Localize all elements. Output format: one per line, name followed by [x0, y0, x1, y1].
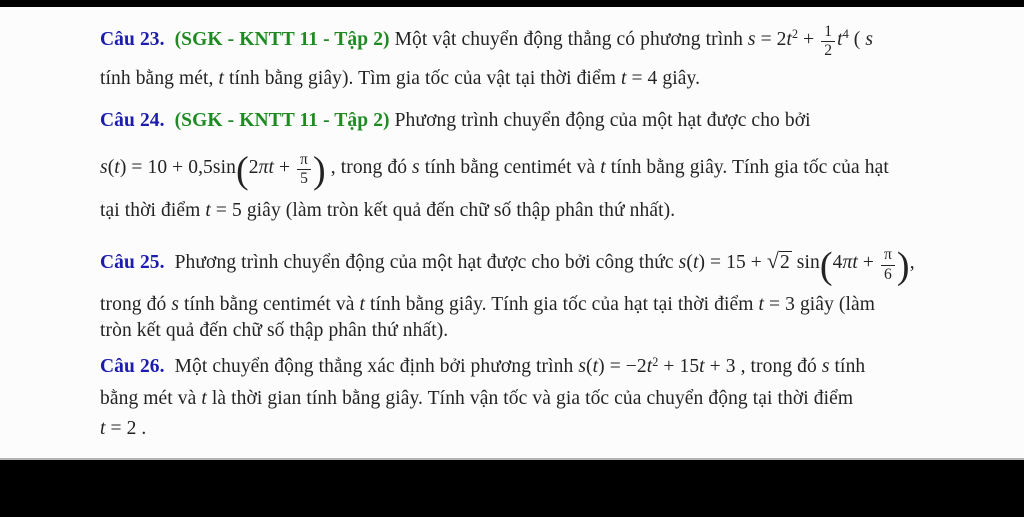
text-run: tính bằng mét, [100, 68, 219, 89]
text-run: giây (làm [794, 294, 876, 315]
fraction: $\frac{\pi}{5}$ [295, 152, 313, 188]
text-run: 2 [248, 156, 259, 178]
text-run: t [646, 356, 653, 377]
text-run: t [201, 388, 207, 409]
superscript: 2 [792, 27, 799, 42]
text-run: Phương trình chuyển động của một hạt được cho bởi công thức [164, 252, 679, 273]
text-run: = 3 [764, 294, 795, 315]
text-run: + [273, 156, 296, 178]
text-run: tròn kết quả đến chữ số thập phân thứ nhất). [100, 320, 449, 341]
text-run: , trong đó [325, 156, 413, 178]
text-run: = 2 [755, 28, 787, 50]
text-run: t [600, 156, 606, 178]
text-run: = 2 [105, 418, 137, 439]
text-line-q26-1 [100, 352, 865, 382]
text-line-q24-1 [100, 106, 811, 136]
text-run: ( [107, 156, 115, 178]
big-paren: ) [896, 244, 910, 287]
question-number: Câu 25. [100, 252, 165, 273]
text-run: πt [842, 252, 858, 273]
question-number: Câu 26. [100, 356, 165, 377]
text-run: . [136, 418, 147, 439]
text-run: πt [258, 156, 274, 178]
superscript: 2 [652, 354, 659, 369]
text-run: ) = 15 + [698, 252, 767, 273]
text-run: tính bằng giây). Tìm gia tốc của vật tại thời điểm [224, 68, 621, 89]
text-run: t [786, 28, 793, 50]
question-number: Câu 24. [100, 110, 165, 131]
text-run: Một chuyển động thẳng xác định bởi phương trình [164, 356, 579, 377]
letterbox-bottom-bar [0, 458, 1024, 517]
text-run: t [359, 294, 366, 315]
text-run: ( [848, 28, 866, 50]
text-run: , trong đó [735, 356, 822, 377]
radical: √2 [766, 249, 790, 273]
text-run: Một vật chuyển động thẳng có phương trình [389, 28, 748, 50]
text-run: tính bằng centimét và [179, 294, 360, 315]
text-run: ( [686, 252, 693, 273]
text-run: tính bằng giây. Tính gia tốc của hạt tại thời điểm [365, 294, 759, 315]
text-run: ( [586, 356, 593, 377]
text-run: + [798, 28, 820, 50]
text-line-q24-2 [100, 149, 889, 192]
text-run: s [171, 294, 180, 315]
source-tag: (SGK - KNTT 11 - Tập 2) [174, 110, 390, 131]
superscript: 4 [842, 27, 849, 42]
big-paren: ) [313, 149, 326, 192]
text-run: t [205, 200, 211, 221]
text-run: Phương trình chuyển động của một hạt được cho bởi [389, 110, 811, 131]
text-run: ) = 10 + 0,5sin [119, 156, 236, 178]
text-run: tính bằng giây. Tính gia tốc của hạt [605, 156, 889, 178]
source-tag: (SGK - KNTT 11 - Tập 2) [174, 28, 390, 50]
text-run: s [865, 28, 874, 50]
text-run: giây (làm tròn kết quả đến chữ số thập phân thứ nhất). [241, 200, 676, 221]
text-run: s [747, 28, 756, 50]
text-run: 4 [832, 252, 843, 273]
text-run: + 15 [658, 356, 700, 377]
text-run [165, 29, 175, 50]
text-run: t [592, 356, 599, 377]
text-run: tính bằng centimét và [419, 156, 601, 178]
text-run: + 3 [704, 356, 736, 377]
text-run: t [699, 356, 705, 377]
text-run: , [909, 252, 915, 273]
text-run: t [837, 28, 843, 50]
text-line-q26-3 [100, 414, 146, 444]
text-run: ) = −2 [598, 356, 647, 377]
text-run: s [412, 156, 420, 178]
text-line-q26-2 [100, 384, 853, 414]
text-line-q24-3 [100, 196, 675, 226]
question-number: Câu 23. [100, 28, 165, 50]
big-paren: ( [819, 244, 833, 287]
text-line-q25-3 [100, 316, 448, 346]
text-run: giây. [657, 68, 701, 89]
text-run: trong đó [100, 294, 172, 315]
text-run: s [578, 356, 587, 377]
text-run: là thời gian tính bằng giây. Tính vận tốc và gia tốc của chuyển động tại thời điểm [206, 388, 854, 409]
text-run: t [218, 68, 225, 89]
text-line-q23-2 [100, 64, 700, 94]
text-run: t [100, 418, 106, 439]
text-run: t [114, 156, 120, 178]
text-run: bằng mét và [100, 388, 202, 409]
text-run: s [100, 156, 108, 178]
fraction: $\frac{1}{2}$ [819, 24, 837, 60]
text-line-q23-1 [100, 24, 873, 60]
text-run: tại thời điểm [100, 200, 206, 221]
text-run: t [758, 294, 765, 315]
text-run: s [678, 252, 687, 273]
letterbox-top-bar [0, 0, 1024, 7]
text-run: = 5 [210, 200, 242, 221]
fraction: $\frac{\pi}{6}$ [879, 247, 897, 283]
text-run: t [692, 252, 699, 273]
text-run: s [821, 356, 830, 377]
text-run: + [857, 252, 879, 273]
text-run [165, 110, 175, 131]
text-run: sin [791, 252, 820, 273]
text-line-q25-1 [100, 244, 915, 287]
text-run: = 4 [626, 68, 658, 89]
text-run: tính [829, 356, 866, 377]
text-run: t [620, 68, 627, 89]
big-paren: ( [235, 149, 249, 192]
